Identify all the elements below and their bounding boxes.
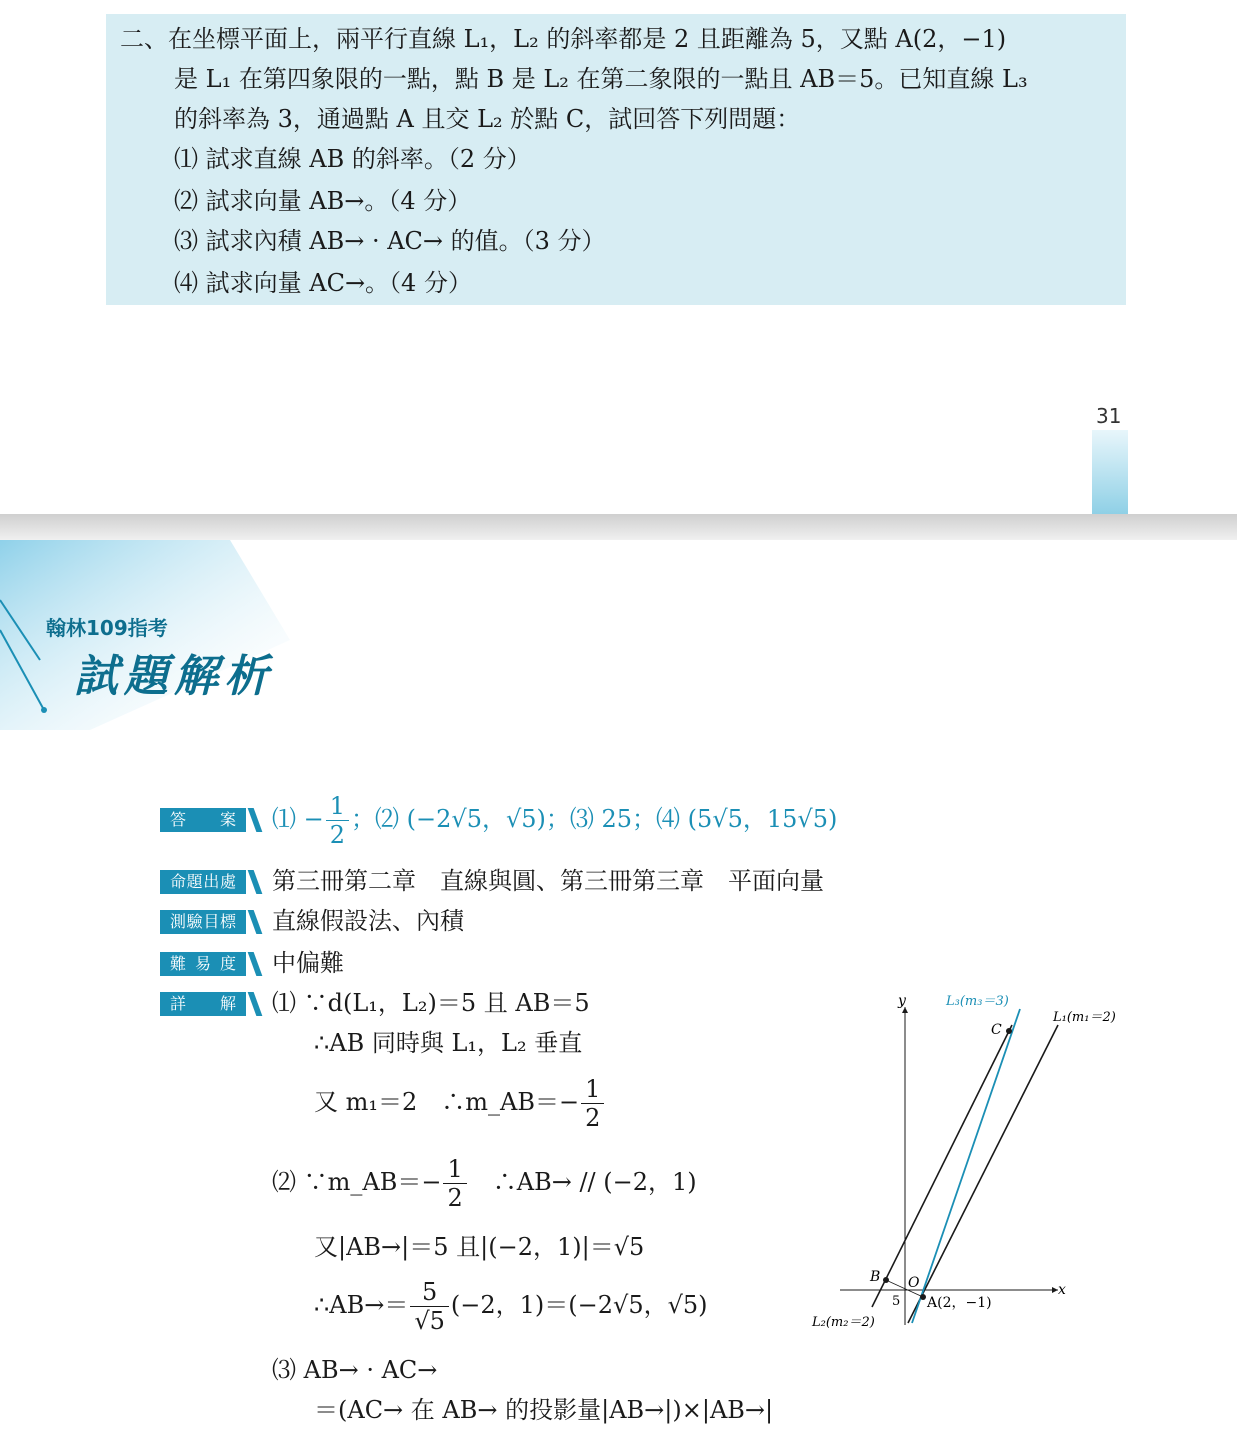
solution-2a-post: ∴AB→ // (−2，1) [492,1168,697,1196]
solution-2a-num: 1 [443,1155,466,1184]
A-label: A(2，−1) [927,1295,992,1311]
x-label: x [1058,1282,1066,1298]
solution-1a: ⑴ ∵d(L₁，L₂)＝5 且 AB＝5 [272,989,590,1017]
solution-2a [272,1155,697,1212]
C-label: C [991,1022,1002,1038]
line-L2 [872,1025,1012,1307]
line-L1 [908,1025,1058,1323]
solution-2c-frac [410,1278,449,1335]
difficulty-text: 中偏難 [272,949,344,977]
label-goal: 測驗目標 [160,910,246,934]
source-text: 第三冊第二章 直線與圓、第三冊第三章 平面向量 [272,867,824,895]
solution-2c-num: 5 [410,1278,449,1307]
answer-part1: ⑴ − [272,805,324,833]
solution-2b: 又|AB→|＝5 且|(−2，1)|＝√5 [314,1233,645,1261]
section-title: 試題解析 [74,651,274,702]
question-sub-2: ⑵ 試求向量 AB→。（4 分） [174,187,472,215]
solution-3a: ⑶ AB→ · AC→ [272,1356,438,1384]
solution-2c-den: √5 [414,1307,445,1335]
solution-2a-den: 2 [447,1184,463,1212]
solution-1b: ∴AB 同時與 L₁，L₂ 垂直 [314,1029,583,1057]
question-sub-3: ⑶ 試求內積 AB→ · AC→ 的值。（3 分） [174,227,606,255]
L1-label: L₁(m₁＝2) [1053,1010,1116,1025]
label-difficulty: 難易度 [160,952,246,976]
question-sub-1: ⑴ 試求直線 AB 的斜率。（2 分） [174,145,531,173]
answer-rest: ；⑵ (−2√5，√5)；⑶ 25；⑷ (5√5，15√5) [351,805,838,833]
question-line-3: 的斜率為 3，通過點 A 且交 L₂ 於點 C，試回答下列問題： [174,105,801,133]
L2-label: L₂(m₂＝2) [812,1315,875,1330]
solution-1c-pre: 又 m₁＝2 ∴m_AB＝− [314,1088,580,1116]
brand-label: 翰林109指考 [46,616,168,640]
page-number: 31 [1096,404,1122,428]
point-A [920,1294,926,1300]
solution-2c-post: (−2，1)＝(−2√5，√5) [450,1291,708,1319]
B-label: B [870,1269,881,1285]
y-label: y [898,993,906,1009]
origin-label: O [908,1275,920,1291]
coordinate-graph [800,985,1140,1335]
goal-text: 直線假設法、內積 [272,907,464,935]
page-tab-bar [1092,430,1128,514]
solution-1c-num: 1 [581,1075,604,1104]
answer-frac-num: 1 [326,792,349,821]
page-separator [0,514,1237,540]
solution-1c [314,1075,606,1132]
solution-1c-frac [581,1075,604,1132]
question-line-1: 二、在坐標平面上，兩平行直線 L₁，L₂ 的斜率都是 2 且距離為 5，又點 A(2，−1) [120,25,1007,53]
answer-fraction [326,792,349,849]
solution-1c-den: 2 [585,1104,601,1132]
solution-2a-pre: ⑵ ∵m_AB＝− [272,1168,442,1196]
point-C [1006,1028,1012,1034]
answer-text [272,792,837,849]
line-L3 [912,1009,1020,1323]
question-line-2: 是 L₁ 在第四象限的一點，點 B 是 L₂ 在第二象限的一點且 AB＝5。已知直線 L₃ [174,65,1028,93]
solution-3b: ＝(AC→ 在 AB→ 的投影量|AB→|)×|AB→| [314,1396,774,1424]
solution-2c-pre: ∴AB→＝ [314,1291,409,1319]
point-B [883,1277,889,1283]
question-sub-4: ⑷ 試求向量 AC→。（4 分） [174,269,472,297]
label-detail: 詳解 [160,992,246,1016]
question-box [106,14,1126,305]
answer-frac-den: 2 [329,821,346,849]
five-label: 5 [892,1294,901,1309]
label-source: 命題出處 [160,870,246,894]
label-answer: 答案 [160,808,246,832]
solution-2c [314,1278,708,1335]
L3-label: L₃(m₃＝3) [946,994,1009,1009]
solution-2a-frac [443,1155,466,1212]
